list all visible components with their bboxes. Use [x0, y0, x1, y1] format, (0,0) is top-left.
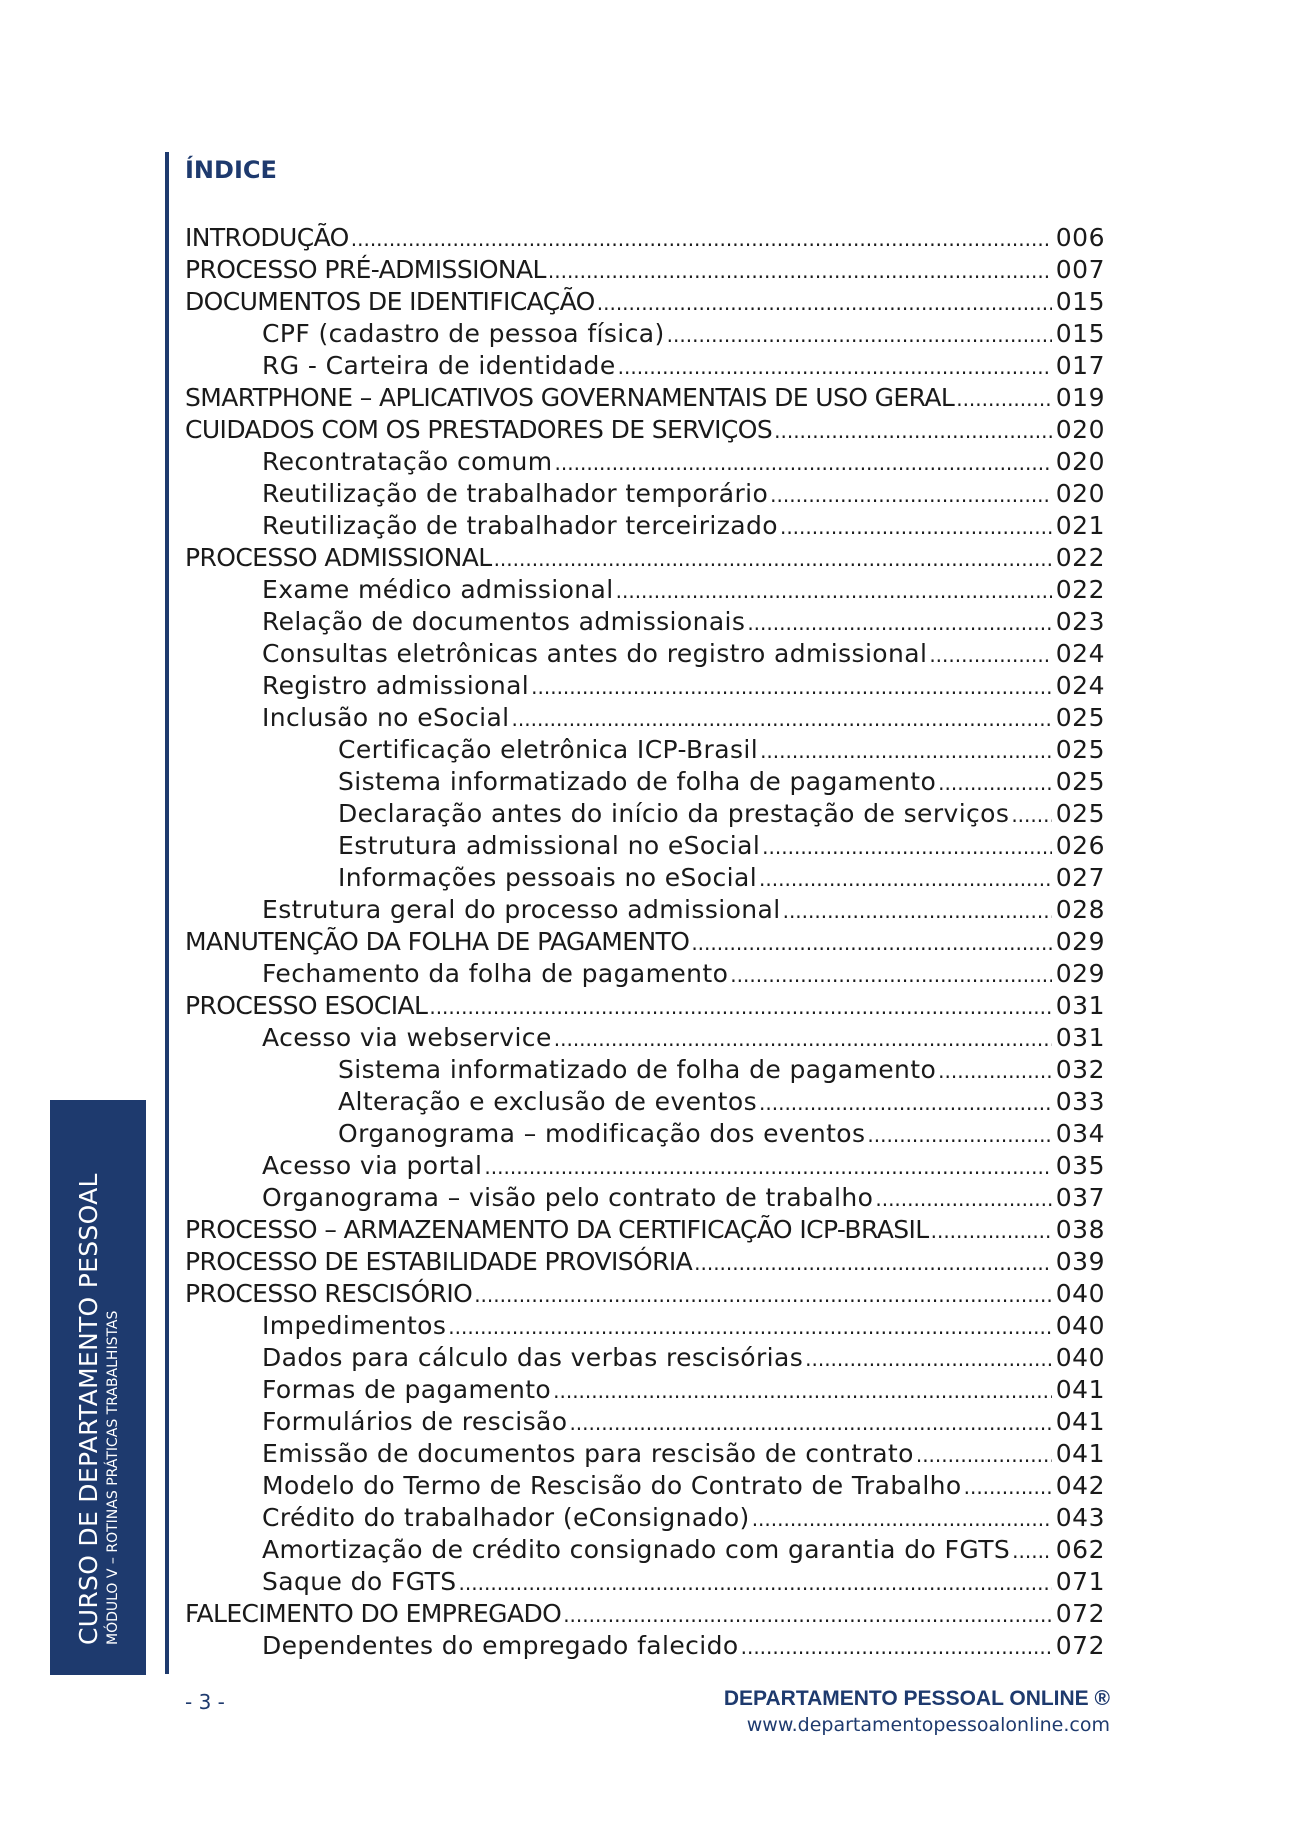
toc-dot-leader — [931, 1214, 1052, 1246]
brand-name: DEPARTAMENTO PESSOAL ONLINE ® — [723, 1687, 1110, 1710]
toc-entry — [185, 670, 1105, 702]
toc-entry — [185, 894, 1105, 926]
footer-brand — [724, 1686, 1110, 1738]
toc-entry-page: 020 — [1055, 415, 1105, 444]
toc-dot-leader — [484, 1150, 1051, 1182]
toc-entry-title: Formas de pagamento — [262, 1375, 552, 1404]
toc-entry — [185, 478, 1105, 510]
toc-entry-page: 041 — [1055, 1407, 1105, 1436]
toc-entry-title: Exame médico admissional — [262, 575, 614, 604]
toc-entry — [185, 1598, 1105, 1630]
toc-entry — [185, 1502, 1105, 1534]
toc-dot-leader — [555, 446, 1052, 478]
toc-entry-title: Acesso via webservice — [262, 1023, 552, 1052]
toc-dot-leader — [780, 510, 1052, 542]
toc-entry-title: PROCESSO PRÉ-ADMISSIONAL — [185, 255, 546, 284]
toc-entry-page: 026 — [1055, 831, 1105, 860]
toc-entry — [185, 1630, 1105, 1662]
toc-entry-page: 006 — [1055, 223, 1105, 252]
toc-dot-leader — [694, 1246, 1052, 1278]
toc-dot-leader — [938, 766, 1052, 798]
toc-dot-leader — [762, 830, 1052, 862]
toc-entry-title: Reutilização de trabalhador terceirizado — [262, 511, 778, 540]
toc-entry-page: 024 — [1055, 671, 1105, 700]
toc-dot-leader — [351, 222, 1052, 254]
toc-entry-title: Registro admissional — [262, 671, 530, 700]
toc-dot-leader — [474, 1278, 1052, 1310]
toc-entry — [185, 638, 1105, 670]
toc-entry — [185, 350, 1105, 382]
index-heading: ÍNDICE — [185, 156, 277, 184]
toc-entry-title: Fechamento da folha de pagamento — [262, 959, 729, 988]
toc-entry-title: INTRODUÇÃO — [185, 223, 349, 252]
toc-entry-page: 029 — [1055, 927, 1105, 956]
toc-dot-leader — [759, 1086, 1052, 1118]
toc-entry-page: 015 — [1055, 319, 1105, 348]
toc-entry-page: 062 — [1055, 1535, 1105, 1564]
toc-dot-leader — [1012, 1534, 1052, 1566]
toc-entry-title: Amortização de crédito consignado com garantia do FGTS — [262, 1535, 1011, 1564]
toc-dot-leader — [553, 1374, 1052, 1406]
toc-entry — [185, 510, 1105, 542]
brand-url: www.departamentopessoalonline.com — [746, 1714, 1110, 1736]
toc-entry — [185, 1278, 1105, 1310]
toc-entry-title: Informações pessoais no eSocial — [338, 863, 758, 892]
toc-entry-page: 038 — [1055, 1215, 1105, 1244]
toc-entry-page: 031 — [1055, 1023, 1105, 1052]
toc-dot-leader — [929, 638, 1051, 670]
toc-entry — [185, 1214, 1105, 1246]
toc-entry — [185, 926, 1105, 958]
toc-entry — [185, 254, 1105, 286]
toc-entry — [185, 1086, 1105, 1118]
toc-entry — [185, 734, 1105, 766]
toc-entry-page: 039 — [1055, 1247, 1105, 1276]
toc-entry-title: Declaração antes do início da prestação de serviços — [338, 799, 1010, 828]
toc-entry-title: Crédito do trabalhador (eConsignado) — [262, 1503, 750, 1532]
table-of-contents — [185, 222, 1105, 1662]
toc-entry — [185, 286, 1105, 318]
toc-entry-page: 035 — [1055, 1151, 1105, 1180]
toc-entry — [185, 414, 1105, 446]
toc-dot-leader — [569, 1406, 1051, 1438]
toc-entry-page: 029 — [1055, 959, 1105, 988]
toc-entry-title: Certificação eletrônica ICP-Brasil — [338, 735, 759, 764]
toc-entry-page: 015 — [1055, 287, 1105, 316]
toc-dot-leader — [597, 286, 1052, 318]
toc-entry-page: 042 — [1055, 1471, 1105, 1500]
toc-entry — [185, 702, 1105, 734]
toc-entry-page: 034 — [1055, 1119, 1105, 1148]
toc-entry-page: 025 — [1055, 799, 1105, 828]
toc-entry-page: 007 — [1055, 255, 1105, 284]
toc-dot-leader — [805, 1342, 1052, 1374]
toc-entry-title: Organograma – visão pelo contrato de trabalho — [262, 1183, 874, 1212]
toc-entry — [185, 862, 1105, 894]
toc-entry — [185, 1406, 1105, 1438]
toc-dot-leader — [760, 734, 1052, 766]
toc-entry — [185, 1566, 1105, 1598]
toc-entry-title: Dependentes do empregado falecido — [262, 1631, 739, 1660]
toc-entry — [185, 958, 1105, 990]
toc-dot-leader — [494, 542, 1052, 574]
toc-entry-page: 031 — [1055, 991, 1105, 1020]
toc-entry-title: Modelo do Termo de Rescisão do Contrato de Trabalho — [262, 1471, 962, 1500]
toc-entry-title: Formulários de rescisão — [262, 1407, 568, 1436]
toc-entry-title: Dados para cálculo das verbas rescisórias — [262, 1343, 804, 1372]
toc-entry-page: 023 — [1055, 607, 1105, 636]
toc-entry — [185, 1150, 1105, 1182]
toc-entry-page: 037 — [1055, 1183, 1105, 1212]
toc-entry-title: Reutilização de trabalhador temporário — [262, 479, 769, 508]
toc-entry — [185, 382, 1105, 414]
toc-entry-page: 022 — [1055, 575, 1105, 604]
toc-dot-leader — [1011, 798, 1051, 830]
toc-entry-title: FALECIMENTO DO EMPREGADO — [185, 1599, 562, 1628]
toc-entry — [185, 446, 1105, 478]
toc-entry — [185, 1182, 1105, 1214]
toc-entry-title: Organograma – modificação dos eventos — [338, 1119, 866, 1148]
toc-entry-page: 032 — [1055, 1055, 1105, 1084]
course-sidebar-band — [50, 1100, 146, 1675]
toc-dot-leader — [618, 350, 1052, 382]
toc-dot-leader — [531, 670, 1052, 702]
toc-entry — [185, 1374, 1105, 1406]
toc-dot-leader — [916, 1438, 1052, 1470]
toc-dot-leader — [956, 382, 1052, 414]
toc-dot-leader — [691, 926, 1051, 958]
toc-dot-leader — [459, 1566, 1052, 1598]
toc-entry-title: Relação de documentos admissionais — [262, 607, 746, 636]
toc-dot-leader — [759, 862, 1052, 894]
toc-entry-title: Sistema informatizado de folha de pagamento — [338, 1055, 937, 1084]
toc-entry-title: MANUTENÇÃO DA FOLHA DE PAGAMENTO — [185, 927, 690, 956]
toc-entry-title: DOCUMENTOS DE IDENTIFICAÇÃO — [185, 287, 595, 316]
toc-entry — [185, 766, 1105, 798]
toc-dot-leader — [752, 1502, 1052, 1534]
accent-vertical-rule — [165, 152, 169, 1674]
toc-entry-page: 040 — [1055, 1311, 1105, 1340]
toc-entry — [185, 542, 1105, 574]
toc-entry-page: 040 — [1055, 1343, 1105, 1372]
toc-entry-title: Consultas eletrônicas antes do registro admissional — [262, 639, 928, 668]
page-number: - 3 - — [185, 1690, 225, 1714]
toc-entry-page: 019 — [1055, 383, 1105, 412]
toc-entry-page: 071 — [1055, 1567, 1105, 1596]
toc-entry-title: RG - Carteira de identidade — [262, 351, 616, 380]
toc-entry — [185, 606, 1105, 638]
toc-entry-title: Recontratação comum — [262, 447, 553, 476]
toc-entry — [185, 798, 1105, 830]
toc-dot-leader — [964, 1470, 1052, 1502]
toc-entry-title: PROCESSO DE ESTABILIDADE PROVISÓRIA — [185, 1247, 693, 1276]
toc-entry-page: 072 — [1055, 1599, 1105, 1628]
toc-dot-leader — [563, 1598, 1052, 1630]
toc-entry-page: 025 — [1055, 735, 1105, 764]
toc-entry-page: 021 — [1055, 511, 1105, 540]
toc-entry — [185, 1438, 1105, 1470]
toc-dot-leader — [875, 1182, 1051, 1214]
toc-dot-leader — [429, 990, 1051, 1022]
toc-dot-leader — [747, 606, 1051, 638]
course-title: CURSO DE DEPARTAMENTO PESSOAL — [74, 1173, 103, 1645]
toc-dot-leader — [783, 894, 1052, 926]
toc-entry — [185, 1534, 1105, 1566]
toc-entry — [185, 990, 1105, 1022]
toc-entry-page: 024 — [1055, 639, 1105, 668]
toc-entry-title: Acesso via portal — [262, 1151, 483, 1180]
toc-entry-title: PROCESSO ESOCIAL — [185, 991, 428, 1020]
toc-entry — [185, 1118, 1105, 1150]
toc-entry-page: 028 — [1055, 895, 1105, 924]
toc-entry-page: 033 — [1055, 1087, 1105, 1116]
toc-dot-leader — [548, 254, 1052, 286]
toc-entry-title: Sistema informatizado de folha de pagamento — [338, 767, 937, 796]
toc-entry — [185, 1470, 1105, 1502]
toc-dot-leader — [867, 1118, 1051, 1150]
toc-dot-leader — [616, 574, 1052, 606]
toc-entry — [185, 830, 1105, 862]
toc-dot-leader — [667, 318, 1052, 350]
toc-entry-page: 017 — [1055, 351, 1105, 380]
toc-entry-title: Alteração e exclusão de eventos — [338, 1087, 758, 1116]
toc-entry-title: Emissão de documentos para rescisão de contrato — [262, 1439, 914, 1468]
toc-entry-page: 072 — [1055, 1631, 1105, 1660]
course-module-subtitle: MÓDULO V – ROTINAS PRÁTICAS TRABALHISTAS — [105, 1310, 121, 1645]
toc-entry-title: Estrutura geral do processo admissional — [262, 895, 781, 924]
toc-entry — [185, 1310, 1105, 1342]
toc-dot-leader — [730, 958, 1052, 990]
toc-entry-page: 020 — [1055, 479, 1105, 508]
toc-entry-page: 020 — [1055, 447, 1105, 476]
toc-dot-leader — [554, 1022, 1052, 1054]
toc-entry-title: Impedimentos — [262, 1311, 447, 1340]
toc-entry-title: CUIDADOS COM OS PRESTADORES DE SERVIÇOS — [185, 415, 773, 444]
toc-entry-title: PROCESSO ADMISSIONAL — [185, 543, 492, 572]
toc-dot-leader — [938, 1054, 1052, 1086]
toc-entry — [185, 318, 1105, 350]
toc-entry-page: 022 — [1055, 543, 1105, 572]
toc-entry — [185, 1246, 1105, 1278]
course-sidebar-text — [50, 1100, 146, 1675]
toc-entry-title: Inclusão no eSocial — [262, 703, 510, 732]
toc-entry-title: SMARTPHONE – APLICATIVOS GOVERNAMENTAIS DE USO GERAL — [185, 383, 955, 412]
toc-entry-title: Estrutura admissional no eSocial — [338, 831, 761, 860]
toc-entry-page: 041 — [1055, 1375, 1105, 1404]
toc-entry-page: 025 — [1055, 703, 1105, 732]
toc-entry-title: CPF (cadastro de pessoa física) — [262, 319, 665, 348]
toc-entry-page: 025 — [1055, 767, 1105, 796]
toc-dot-leader — [512, 702, 1052, 734]
toc-entry-page: 040 — [1055, 1279, 1105, 1308]
toc-dot-leader — [774, 414, 1052, 446]
toc-entry-page: 041 — [1055, 1439, 1105, 1468]
toc-entry — [185, 222, 1105, 254]
toc-entry — [185, 1342, 1105, 1374]
toc-dot-leader — [741, 1630, 1052, 1662]
toc-entry-title: PROCESSO – ARMAZENAMENTO DA CERTIFICAÇÃO ICP-BRASIL — [185, 1215, 929, 1244]
toc-dot-leader — [448, 1310, 1051, 1342]
toc-entry — [185, 1054, 1105, 1086]
toc-entry-title: Saque do FGTS — [262, 1567, 457, 1596]
toc-entry-page: 043 — [1055, 1503, 1105, 1532]
toc-entry — [185, 1022, 1105, 1054]
toc-entry — [185, 574, 1105, 606]
toc-entry-page: 027 — [1055, 863, 1105, 892]
toc-entry-title: PROCESSO RESCISÓRIO — [185, 1279, 473, 1308]
toc-dot-leader — [770, 478, 1052, 510]
